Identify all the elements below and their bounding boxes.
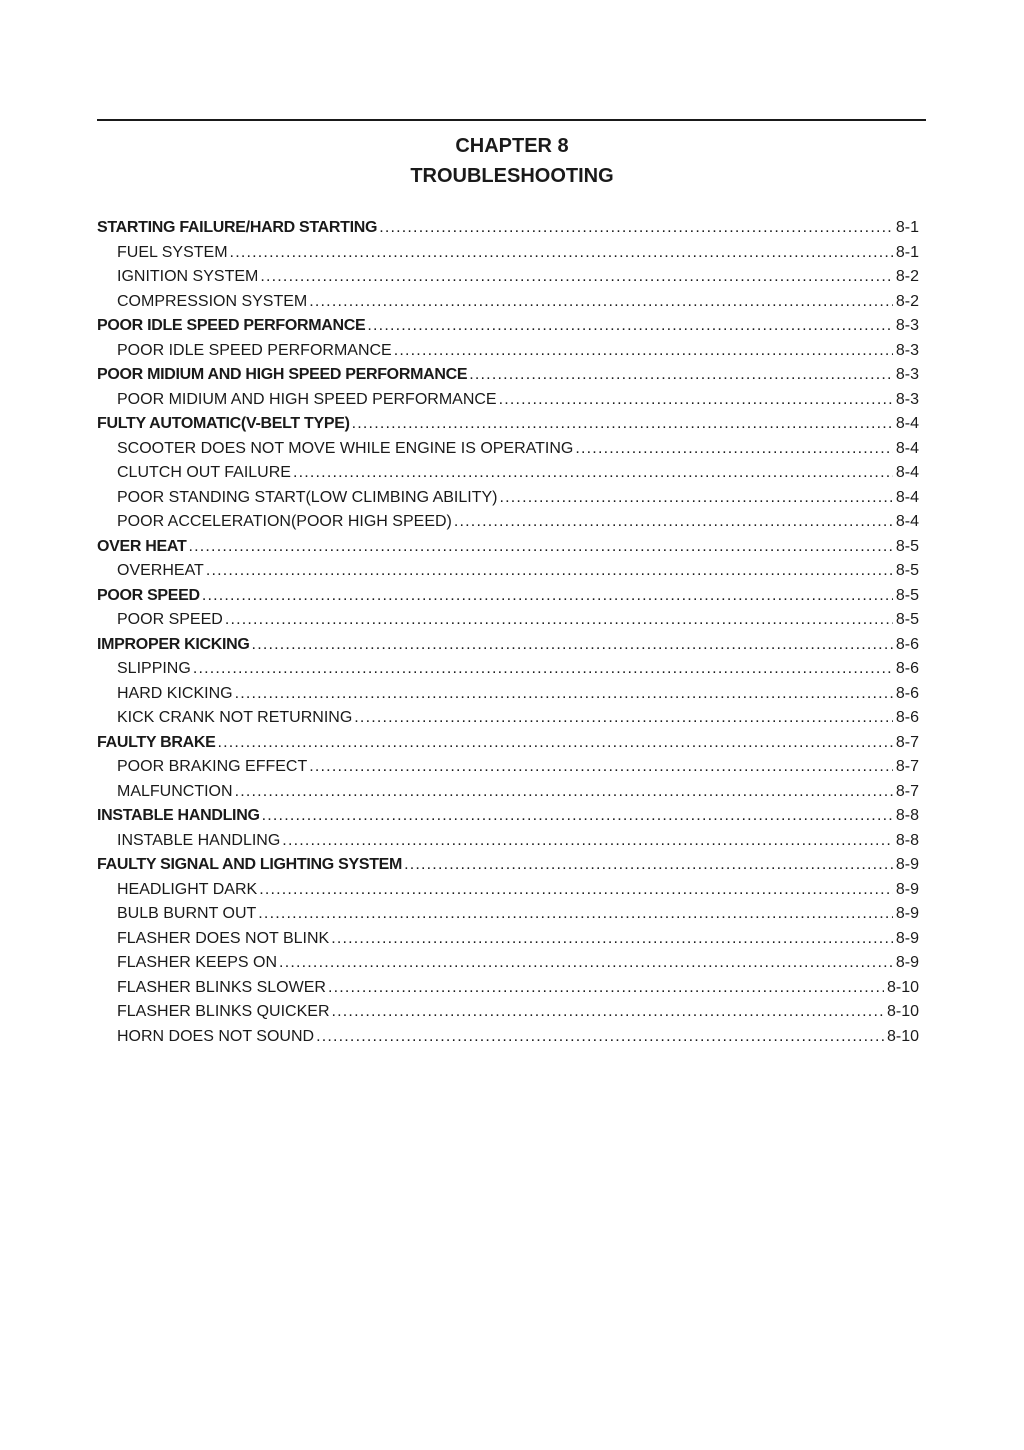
toc-subsection-entry[interactable]	[97, 486, 919, 511]
toc-dot-leader	[262, 804, 893, 829]
toc-section-entry[interactable]	[97, 216, 919, 241]
toc-entry-page: 8-10	[886, 978, 919, 996]
table-of-contents	[97, 216, 919, 1049]
toc-entry-label: SCOOTER DOES NOT MOVE WHILE ENGINE IS OPERATING	[117, 439, 574, 457]
toc-dot-leader	[193, 657, 893, 682]
toc-entry-page: 8-4	[895, 513, 919, 530]
top-rule	[97, 119, 926, 121]
toc-entry-page: 8-4	[895, 415, 919, 432]
toc-dot-leader	[469, 363, 893, 388]
toc-entry-label: CLUTCH OUT FAILURE	[117, 464, 291, 481]
toc-subsection-entry[interactable]	[97, 437, 919, 462]
toc-entry-label: POOR MIDIUM AND HIGH SPEED PERFORMANCE	[117, 390, 497, 408]
toc-subsection-entry[interactable]	[97, 290, 919, 315]
toc-subsection-entry[interactable]	[97, 510, 919, 535]
toc-section-entry[interactable]	[97, 363, 919, 388]
toc-dot-leader	[332, 1000, 884, 1025]
toc-entry-label: HARD KICKING	[117, 684, 233, 702]
toc-subsection-entry[interactable]	[97, 706, 919, 731]
toc-subsection-entry[interactable]	[97, 241, 919, 266]
toc-dot-leader	[225, 608, 893, 633]
toc-entry-label: POOR MIDIUM AND HIGH SPEED PERFORMANCE	[97, 366, 468, 383]
toc-dot-leader	[235, 780, 893, 805]
toc-subsection-entry[interactable]	[97, 951, 919, 976]
toc-entry-page: 8-6	[895, 684, 919, 702]
toc-entry-page: 8-3	[895, 366, 919, 383]
toc-section-entry[interactable]	[97, 633, 919, 658]
toc-subsection-entry[interactable]	[97, 339, 919, 364]
toc-entry-page: 8-5	[895, 537, 919, 555]
toc-entry-page: 8-4	[895, 488, 919, 506]
toc-entry-label: HEADLIGHT DARK	[117, 880, 258, 898]
toc-dot-leader	[367, 314, 892, 339]
toc-dot-leader	[252, 633, 893, 658]
toc-entry-page: 8-7	[895, 758, 919, 775]
toc-dot-leader	[352, 412, 893, 437]
toc-entry-page: 8-2	[895, 268, 919, 285]
toc-entry-label: FUEL SYSTEM	[117, 243, 228, 261]
toc-section-entry[interactable]	[97, 314, 919, 339]
toc-dot-leader	[394, 339, 893, 364]
toc-subsection-entry[interactable]	[97, 780, 919, 805]
toc-dot-leader	[309, 755, 893, 780]
toc-subsection-entry[interactable]	[97, 608, 919, 633]
toc-section-entry[interactable]	[97, 853, 919, 878]
toc-subsection-entry[interactable]	[97, 829, 919, 854]
toc-section-entry[interactable]	[97, 584, 919, 609]
toc-dot-leader	[230, 241, 893, 266]
toc-subsection-entry[interactable]	[97, 976, 919, 1001]
toc-entry-page: 8-5	[895, 611, 919, 628]
toc-section-entry[interactable]	[97, 804, 919, 829]
toc-subsection-entry[interactable]	[97, 657, 919, 682]
toc-subsection-entry[interactable]	[97, 1025, 919, 1050]
toc-entry-page: 8-1	[895, 219, 919, 236]
toc-entry-label: FAULTY BRAKE	[97, 733, 216, 751]
toc-entry-label: POOR SPEED	[117, 611, 223, 628]
toc-section-entry[interactable]	[97, 412, 919, 437]
toc-entry-label: MALFUNCTION	[117, 782, 233, 800]
toc-section-entry[interactable]	[97, 535, 919, 560]
toc-dot-leader	[575, 437, 893, 462]
toc-entry-label: POOR STANDING START(LOW CLIMBING ABILITY)	[117, 488, 498, 506]
toc-entry-label: FLASHER BLINKS SLOWER	[117, 978, 326, 996]
chapter-number: CHAPTER 8	[455, 135, 569, 157]
toc-dot-leader	[293, 461, 893, 486]
toc-entry-page: 8-5	[895, 586, 919, 604]
toc-dot-leader	[309, 290, 893, 315]
toc-entry-page: 8-9	[895, 880, 919, 898]
toc-entry-label: FULTY AUTOMATIC(V-BELT TYPE)	[97, 415, 350, 432]
toc-entry-label: OVERHEAT	[117, 562, 204, 579]
toc-entry-page: 8-9	[895, 954, 919, 971]
toc-entry-label: FLASHER BLINKS QUICKER	[117, 1003, 330, 1020]
toc-dot-leader	[454, 510, 893, 535]
toc-entry-label: BULB BURNT OUT	[117, 905, 257, 922]
toc-dot-leader	[188, 535, 892, 560]
toc-entry-label: POOR ACCELERATION(POOR HIGH SPEED)	[117, 513, 452, 530]
toc-entry-page: 8-5	[895, 562, 919, 579]
toc-dot-leader	[331, 927, 893, 952]
toc-dot-leader	[202, 584, 893, 609]
toc-entry-page: 8-4	[895, 464, 919, 481]
toc-dot-leader	[206, 559, 893, 584]
toc-entry-page: 8-3	[895, 341, 919, 359]
toc-subsection-entry[interactable]	[97, 927, 919, 952]
toc-dot-leader	[260, 265, 893, 290]
toc-dot-leader	[235, 682, 893, 707]
toc-entry-label: OVER HEAT	[97, 537, 187, 555]
toc-subsection-entry[interactable]	[97, 461, 919, 486]
toc-entry-page: 8-10	[886, 1003, 919, 1020]
toc-dot-leader	[404, 853, 893, 878]
toc-entry-page: 8-9	[895, 905, 919, 922]
toc-dot-leader	[279, 951, 893, 976]
toc-subsection-entry[interactable]	[97, 878, 919, 903]
toc-entry-label: KICK CRANK NOT RETURNING	[117, 709, 353, 726]
toc-dot-leader	[500, 486, 893, 511]
toc-entry-page: 8-8	[895, 807, 919, 824]
toc-entry-page: 8-3	[895, 390, 919, 408]
toc-dot-leader	[259, 878, 893, 903]
toc-entry-label: POOR SPEED	[97, 586, 200, 604]
toc-entry-label: POOR IDLE SPEED PERFORMANCE	[117, 341, 392, 359]
toc-entry-page: 8-9	[895, 856, 919, 873]
toc-entry-page: 8-6	[895, 635, 919, 653]
toc-entry-label: FAULTY SIGNAL AND LIGHTING SYSTEM	[97, 856, 403, 873]
toc-dot-leader	[354, 706, 893, 731]
toc-entry-page: 8-3	[895, 317, 919, 334]
toc-entry-page: 8-10	[886, 1027, 919, 1045]
toc-entry-page: 8-7	[895, 733, 919, 751]
toc-entry-page: 8-7	[895, 782, 919, 800]
toc-dot-leader	[328, 976, 884, 1001]
toc-dot-leader	[282, 829, 893, 854]
toc-entry-page: 8-6	[895, 660, 919, 677]
toc-subsection-entry[interactable]	[97, 265, 919, 290]
toc-subsection-entry[interactable]	[97, 559, 919, 584]
toc-dot-leader	[316, 1025, 884, 1050]
toc-subsection-entry[interactable]	[97, 388, 919, 413]
toc-entry-label: IGNITION SYSTEM	[117, 268, 259, 285]
toc-entry-page: 8-2	[895, 292, 919, 310]
toc-entry-label: FLASHER KEEPS ON	[117, 954, 278, 971]
toc-subsection-entry[interactable]	[97, 755, 919, 780]
chapter-title: TROUBLESHOOTING	[410, 165, 614, 187]
toc-dot-leader	[499, 388, 893, 413]
toc-entry-label: IMPROPER KICKING	[97, 635, 250, 653]
toc-dot-leader	[258, 902, 893, 927]
toc-subsection-entry[interactable]	[97, 1000, 919, 1025]
toc-entry-page: 8-9	[895, 929, 919, 947]
toc-entry-label: POOR BRAKING EFFECT	[117, 758, 308, 775]
toc-entry-page: 8-8	[895, 831, 919, 849]
toc-subsection-entry[interactable]	[97, 902, 919, 927]
toc-entry-label: SLIPPING	[117, 660, 191, 677]
toc-entry-label: POOR IDLE SPEED PERFORMANCE	[97, 317, 366, 334]
toc-subsection-entry[interactable]	[97, 682, 919, 707]
toc-entry-page: 8-6	[895, 709, 919, 726]
toc-entry-label: HORN DOES NOT SOUND	[117, 1027, 315, 1045]
toc-entry-label: COMPRESSION SYSTEM	[117, 292, 308, 310]
toc-entry-label: STARTING FAILURE/HARD STARTING	[97, 219, 378, 236]
toc-section-entry[interactable]	[97, 731, 919, 756]
toc-entry-label: INSTABLE HANDLING	[97, 807, 260, 824]
toc-entry-label: FLASHER DOES NOT BLINK	[117, 929, 330, 947]
toc-entry-page: 8-1	[895, 243, 919, 261]
toc-dot-leader	[217, 731, 892, 756]
toc-dot-leader	[379, 216, 893, 241]
toc-entry-page: 8-4	[895, 439, 919, 457]
toc-entry-label: INSTABLE HANDLING	[117, 831, 281, 849]
